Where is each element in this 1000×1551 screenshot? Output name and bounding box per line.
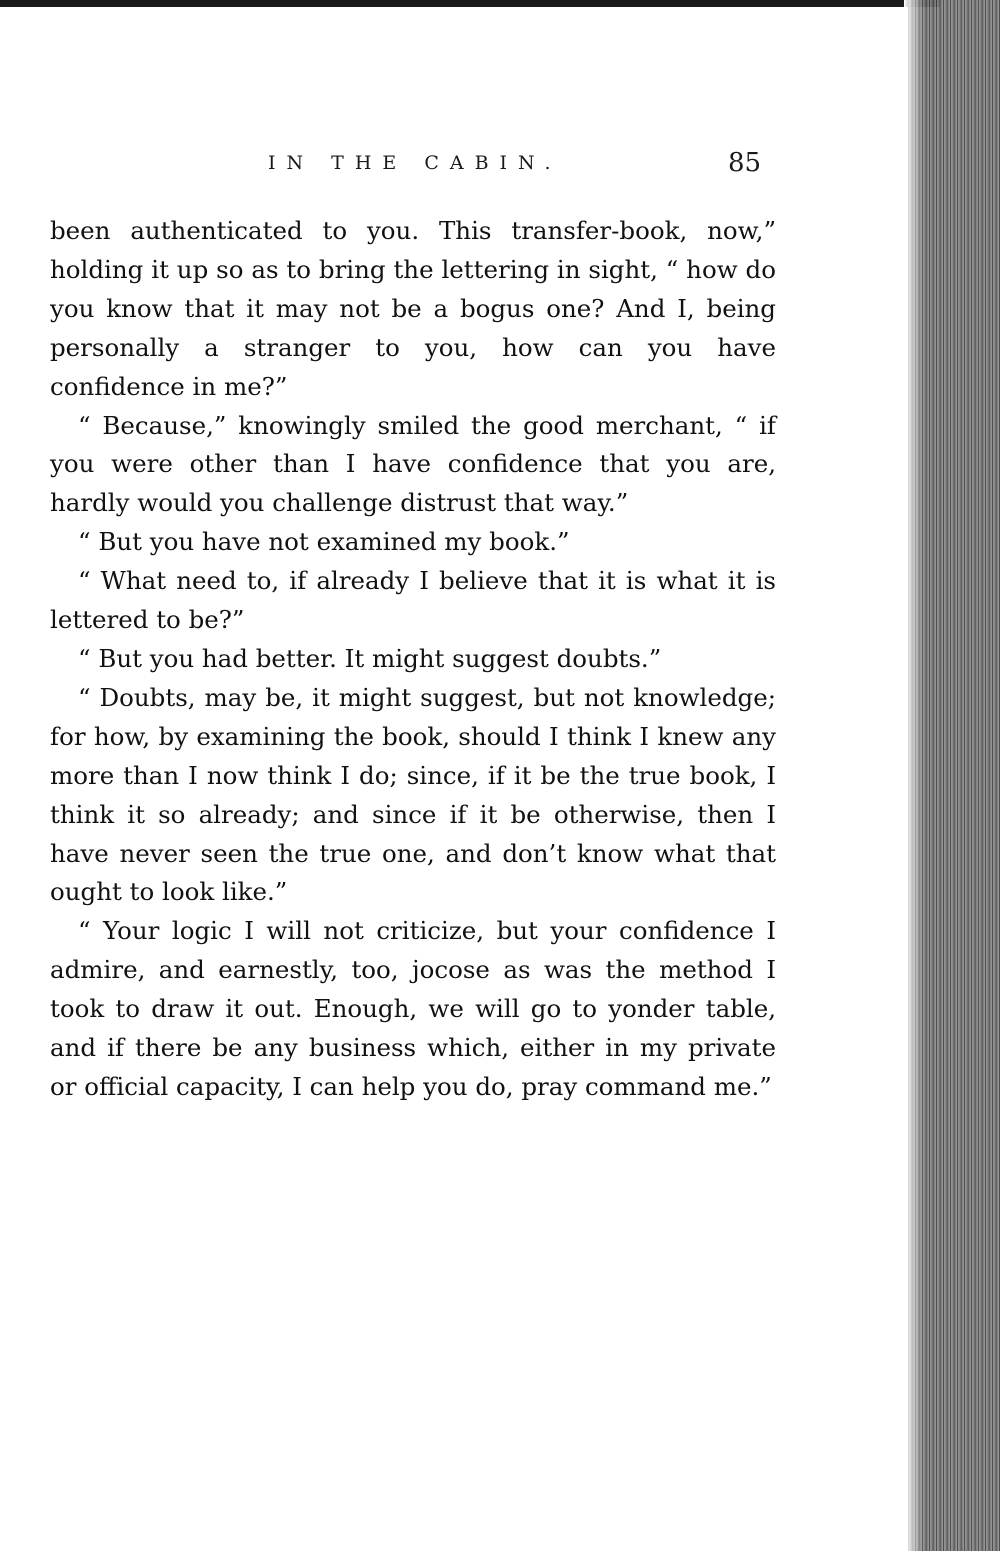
page-top-edge bbox=[0, 0, 940, 7]
page-header bbox=[0, 148, 1000, 184]
binding-shadow bbox=[904, 0, 924, 1551]
paragraph: “ Doubts, may be, it might suggest, but not knowledge; for how, by examining the book, should I think I knew any more than I now think I do; since, if it be the true book, I think it so already; and since if it be otherwise, then I have never seen the true one, and don’t know what that ought to look like.” bbox=[50, 682, 776, 907]
paragraph: “ What need to, if already I believe that it is what it is lettered to be?” bbox=[50, 566, 776, 635]
paragraph: “ Your logic I will not criticize, but your confidence I admire, and earnestly, too, jocose as was the method I took to draw it out. Enough, we will go to yonder table, and if there be any business which, either in my private or official capacity, I can help you do, pray command me.” bbox=[50, 916, 776, 1101]
running-head: IN THE CABIN. bbox=[268, 152, 562, 174]
paragraph: “ Because,” knowingly smiled the good merchant, “ if you were other than I have confidence that you are, hardly would you challenge distrust that way.” bbox=[50, 410, 776, 518]
paragraph: “ But you have not examined my book.” bbox=[78, 527, 570, 557]
paragraph-continued: been authenticated to you. This transfer-book, now,” holding it up so as to bring the lettering in sight, “ how do you know that it may not be a bogus one? And I, being personally a stranger to you, how can you have confidence in me?” bbox=[50, 216, 776, 401]
body-text bbox=[50, 212, 776, 1107]
page-number: 85 bbox=[728, 148, 762, 178]
paragraph: “ But you had better. It might suggest doubts.” bbox=[78, 643, 662, 673]
